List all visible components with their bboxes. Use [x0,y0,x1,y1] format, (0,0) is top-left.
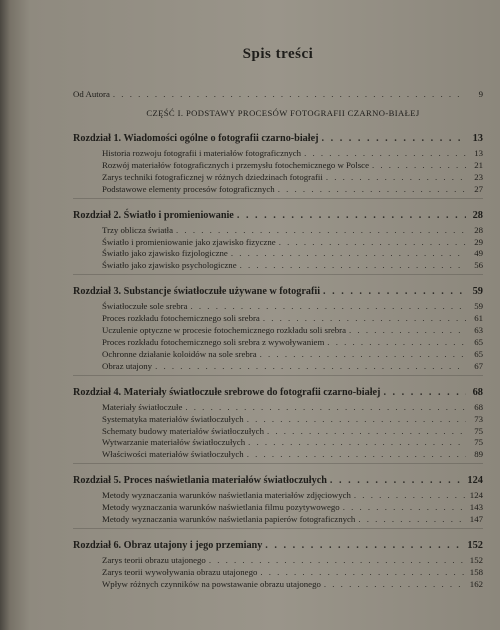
toc-entry [102,237,483,249]
toc-entry-list [73,225,483,273]
toc-entry-page: 13 [474,148,483,158]
toc-entry-label: Metody wyznaczania warunków naświetlania papierów fotograficznych [102,514,356,525]
dot-leader [240,260,466,272]
toc-chapter-title: Rozdział 2. Światło i promieniowanie [73,209,234,221]
toc-entry-page: 68 [474,401,483,412]
toc-entry [102,160,483,172]
dot-leader [113,88,466,100]
toc-entry [102,361,483,373]
toc-chapter [73,539,483,591]
toc-chapter [73,209,483,276]
toc-entry-page: 158 [469,566,483,577]
dot-leader [330,474,465,488]
toc-entry-page: 143 [469,502,483,513]
toc-entry-page: 28 [474,224,483,235]
toc-entry-label: Materiały światłoczułe [102,401,183,412]
chapter-list [73,132,483,591]
toc-entry-page: 75 [474,425,483,436]
toc-foreword-label: Od Autora [73,89,110,99]
toc-chapter [73,132,483,199]
part-title: CZĘŚĆ I. PODSTAWY PROCESÓW FOTOGRAFII CZARNO-BIAŁEJ [146,108,420,118]
toc-entry [102,248,483,260]
dot-leader [260,567,466,579]
toc-chapter-title: Rozdział 4. Materiały światłoczułe srebrowe do fotografii czarno-białej [73,386,381,398]
toc-entry [102,414,483,426]
dot-leader [358,514,466,526]
toc-entry [102,514,483,526]
section-divider [73,528,483,529]
toc-entry-page: 49 [474,248,483,259]
dot-leader [349,325,466,337]
toc-entry-page: 152 [469,554,483,565]
dot-leader [209,555,466,567]
toc-chapter [73,386,483,465]
toc-entry-label: Zarys teorii obrazu utajonego [102,554,206,565]
dot-leader [248,437,466,449]
toc-entry-page: 63 [474,325,483,336]
toc-entry [102,325,483,337]
dot-leader [176,225,466,237]
toc-entry-label: Metody wyznaczania warunków naświetlania materiałów zdjęciowych [102,490,351,501]
toc-entry [102,301,483,313]
page-title: Spis treści [242,46,314,62]
toc-entry-page: 162 [469,578,483,589]
toc-entry [102,567,483,579]
toc-entry-label: Właściwości materiałów światłoczułych [102,449,244,460]
dot-leader [260,349,466,361]
toc-entry-page: 65 [474,336,483,347]
toc-entry-label: Obraz utajony [102,360,153,371]
toc-chapter-page: 13 [472,133,483,144]
toc-entry-label: Zarys techniki fotograficznej w różnych dziedzinach fotografii [102,171,323,182]
toc-entry-page: 124 [469,490,483,501]
toc-entry-label: Światło jako zjawisko psychologiczne [102,260,237,271]
dot-leader [327,337,466,349]
toc-entry-page: 73 [474,413,483,424]
dot-leader [237,209,466,223]
dot-leader [267,426,466,438]
toc-entry-label: Systematyka materiałów światłoczułych [102,413,244,424]
toc-entry-page: 75 [474,437,483,448]
toc-entry [102,449,483,461]
toc-entry-label: Ochronne działanie koloidów na sole srebra [102,348,257,359]
dot-leader [343,502,466,514]
dot-leader [383,386,466,400]
toc-entry-page: 61 [474,313,483,324]
toc-chapter-heading [73,386,483,400]
dot-leader [278,184,466,196]
toc-entry-label: Światłoczułe sole srebra [102,301,188,312]
toc-entry [102,225,483,237]
dot-leader [324,579,466,591]
section-divider [73,463,483,464]
toc-chapter-heading [73,285,483,299]
toc-chapter [73,474,483,529]
toc-entry-list [73,555,483,591]
toc-entry-label: Proces rozkładu fotochemicznego soli srebra z wywoływaniem [102,336,325,347]
dot-leader [323,285,466,299]
toc-entry [102,490,483,502]
dot-leader [304,148,466,160]
dot-leader [231,248,466,260]
toc-entry-label: Podstawowe elementy procesów fotograficznych [102,183,275,194]
toc-entry-page: 21 [474,159,483,170]
toc-entry [102,555,483,567]
toc-entry [102,337,483,349]
section-divider [73,198,483,199]
toc-chapter-page: 59 [472,286,483,298]
toc-entry-label: Światło i promieniowanie jako zjawisko fizyczne [102,236,276,247]
toc-entry-page: 27 [474,183,483,194]
section-divider [73,274,483,275]
toc-entry [102,313,483,325]
table-of-contents [73,40,483,601]
toc-chapter-heading [73,539,483,553]
toc-foreword-page: 9 [478,89,483,99]
toc-chapter-page: 28 [472,209,483,221]
toc-entry-list [73,402,483,462]
toc-entry [102,402,483,414]
toc-entry [102,437,483,449]
toc-entry [102,172,483,184]
section-divider [73,375,483,376]
toc-entry-label: Wpływ różnych czynników na powstawanie obrazu utajonego [102,578,321,589]
toc-entry-page: 147 [469,514,483,525]
toc-entry-page: 89 [474,449,483,460]
toc-entry-list [73,490,483,526]
dot-leader [322,132,466,146]
toc-entry-label: Uczulenie optyczne w procesie fotochemicznego rozkładu soli srebra [102,325,347,336]
toc-entry-label: Wytwarzanie materiałów światłoczułych [102,437,246,448]
dot-leader [191,301,467,313]
toc-entry [102,502,483,514]
toc-entry [102,148,483,160]
toc-entry [102,579,483,591]
toc-entry-page: 29 [474,236,483,247]
dot-leader [247,449,466,461]
toc-entry-label: Zarys teorii wywoływania obrazu utajonego [102,566,258,577]
toc-chapter [73,285,483,375]
toc-entry-label: Trzy oblicza światła [102,224,174,235]
toc-entry-page: 65 [474,348,483,359]
dot-leader [279,237,466,249]
dot-leader [372,160,466,172]
toc-entry-list [73,148,483,196]
toc-entry-page: 67 [474,360,483,371]
dot-leader [263,313,466,325]
dot-leader [326,172,466,184]
dot-leader [265,539,464,553]
toc-foreword [73,88,483,100]
toc-chapter-title: Rozdział 5. Proces naświetlania materiałów światłoczułych [73,475,327,487]
toc-chapter-title: Rozdział 6. Obraz utajony i jego przemiany [73,539,263,551]
toc-entry-label: Rozwój materiałów fotograficznych i przemysłu fotochemicznego w Polsce [102,159,369,170]
toc-chapter-heading [73,474,483,488]
toc-entry-label: Historia rozwoju fotografii i materiałów fotograficznych [102,148,302,158]
toc-entry-page: 23 [474,171,483,182]
toc-entry-page: 56 [474,260,483,271]
toc-chapter-title: Rozdział 3. Substancje światłoczułe używane w fotografii [73,286,321,298]
toc-entry [102,184,483,196]
dot-leader [354,490,466,502]
toc-entry-label: Proces rozkładu fotochemicznego soli srebra [102,313,260,324]
toc-chapter-page: 152 [467,539,483,551]
toc-entry-label: Światło jako zjawisko fizjologiczne [102,248,228,259]
toc-entry [102,260,483,272]
toc-chapter-title: Rozdział 1. Wiadomości ogólne o fotografii czarno-białej [73,133,319,144]
toc-entry [102,426,483,438]
dot-leader [185,402,466,414]
toc-entry [102,349,483,361]
toc-chapter-page: 124 [467,475,483,487]
dot-leader [247,414,466,426]
toc-entry-page: 59 [474,301,483,312]
toc-entry-label: Schematy budowy materiałów światłoczułych [102,425,264,436]
toc-chapter-heading [73,132,483,146]
dot-leader [155,361,466,373]
toc-chapter-heading [73,209,483,223]
toc-chapter-page: 68 [472,386,483,398]
toc-entry-list [73,301,483,372]
toc-entry-label: Metody wyznaczania warunków naświetlania filmu pozytywowego [102,502,340,513]
